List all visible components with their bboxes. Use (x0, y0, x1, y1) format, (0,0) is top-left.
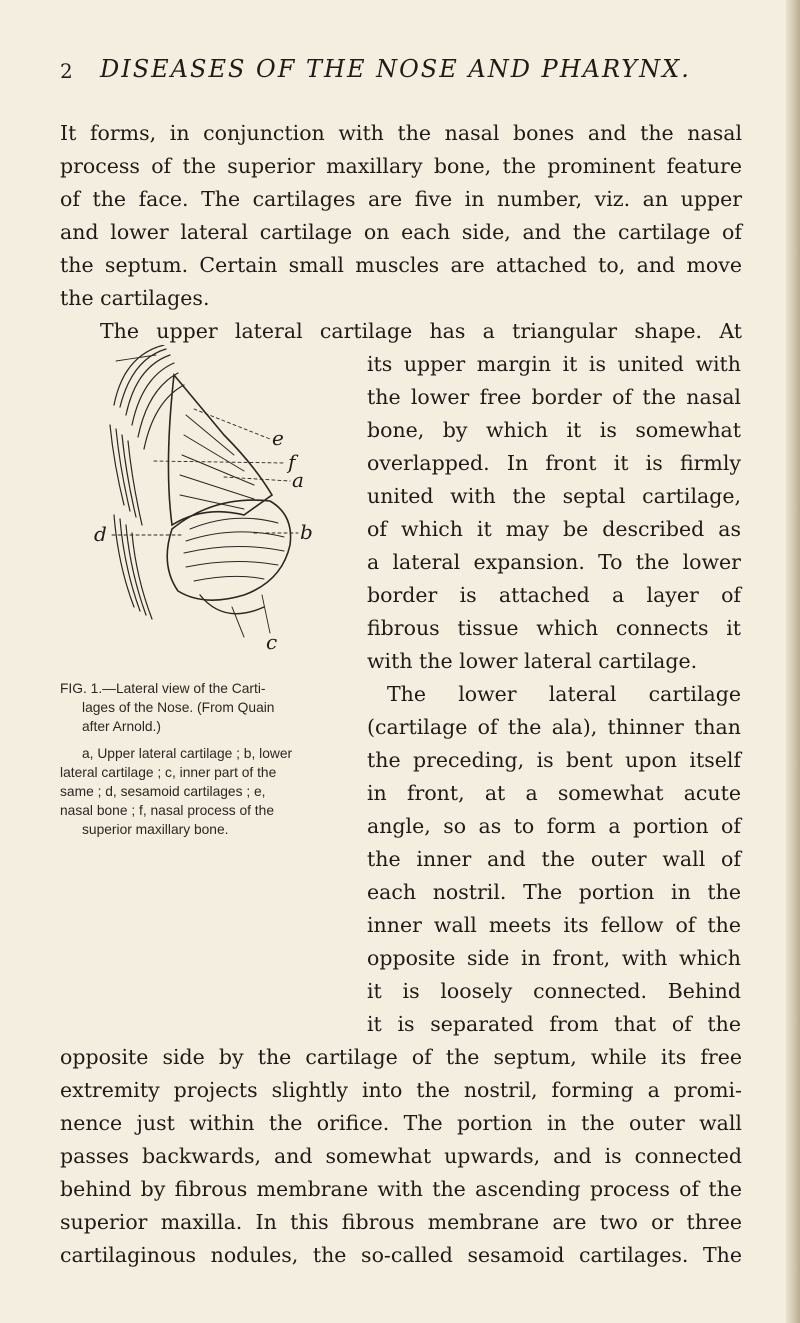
body-line: The lower lateral cartilage (387, 682, 741, 706)
figure-caption (60, 679, 360, 839)
body-line: it is separated from that of the (367, 1012, 741, 1036)
body-line: extremity projects slightly into the nostril, forming a promi- (60, 1078, 742, 1102)
body-line: and lower lateral cartilage on each side, and the cartilage of (60, 220, 742, 244)
page-number: 2 (60, 59, 73, 83)
body-line: bone, by which it is somewhat (367, 418, 741, 442)
lower-lateral-cartilage (167, 500, 290, 600)
label-d: d (94, 522, 107, 546)
body-line: fibrous tissue which connects it (367, 616, 741, 640)
legend-line: superior maxillary bone. (82, 822, 229, 837)
upper-lateral-cartilage (168, 375, 272, 525)
body-line: in front, at a somewhat acute (367, 781, 741, 805)
label-c: c (266, 630, 278, 654)
body-line: the lower free border of the nasal (367, 385, 741, 409)
body-line: with the lower lateral cartilage. (367, 649, 698, 673)
legend-line: nasal bone ; f, nasal process of the (60, 803, 274, 818)
caption-title-line: lages of the Nose. (From Quain (82, 700, 275, 715)
body-line: it is loosely connected. Behind (367, 979, 741, 1003)
label-f: f (288, 450, 296, 474)
caption-title-line: after Arnold.) (82, 719, 161, 734)
nose-cartilage-illustration (94, 345, 324, 665)
body-line: behind by fibrous membrane with the ascending process of the (60, 1177, 742, 1201)
body-line: a lateral expansion. To the lower (367, 550, 741, 574)
body-line: The upper lateral cartilage has a triangular shape. At (100, 319, 742, 343)
body-line: the septum. Certain small muscles are attached to, and move (60, 253, 742, 277)
running-title: DISEASES OF THE NOSE AND PHARYNX. (100, 55, 691, 83)
body-line: process of the superior maxillary bone, the prominent feature (60, 154, 742, 178)
body-line: border is attached a layer of (367, 583, 741, 607)
legend-line: same ; d, sesamoid cartilages ; e, (60, 784, 266, 799)
body-line: its upper margin it is united with (367, 352, 741, 376)
body-line: nence just within the orifice. The portion in the outer wall (60, 1111, 742, 1135)
body-line: of the face. The cartilages are five in number, viz. an upper (60, 187, 742, 211)
body-line: passes backwards, and somewhat upwards, and is connected (60, 1144, 742, 1168)
body-line: of which it may be described as (367, 517, 741, 541)
caption-legend (60, 744, 360, 839)
caption-title-line: FIG. 1.—Lateral view of the Carti- (60, 681, 266, 696)
body-line: (cartilage of the ala), thinner than (367, 715, 741, 739)
body-line: the preceding, is bent upon itself (367, 748, 741, 772)
lower-cartilage-shading (184, 518, 284, 581)
body-line: inner wall meets its fellow of the (367, 913, 741, 937)
label-a: a (292, 468, 304, 492)
body-line: each nostril. The portion in the (367, 880, 741, 904)
body-line: cartilaginous nodules, the so-called sesamoid cartilages. The (60, 1243, 742, 1267)
body-line: united with the septal cartilage, (367, 484, 741, 508)
page-edge (786, 0, 800, 1323)
label-b: b (300, 520, 313, 544)
body-line: overlapped. In front it is firmly (367, 451, 741, 475)
legend-line: lateral cartilage ; c, inner part of the (60, 765, 277, 780)
body-line: angle, so as to form a portion of (367, 814, 741, 838)
legend-line: a, Upper lateral cartilage ; b, lower (82, 746, 293, 761)
body-line: the inner and the outer wall of (367, 847, 741, 871)
body-line: the cartilages. (60, 286, 210, 310)
body-line: opposite side in front, with which (367, 946, 741, 970)
body-line: opposite side by the cartilage of the septum, while its free (60, 1045, 742, 1069)
label-e: e (272, 426, 284, 450)
body-line: superior maxilla. In this fibrous membrane are two or three (60, 1210, 742, 1234)
body-line: It forms, in conjunction with the nasal bones and the nasal (60, 121, 742, 145)
